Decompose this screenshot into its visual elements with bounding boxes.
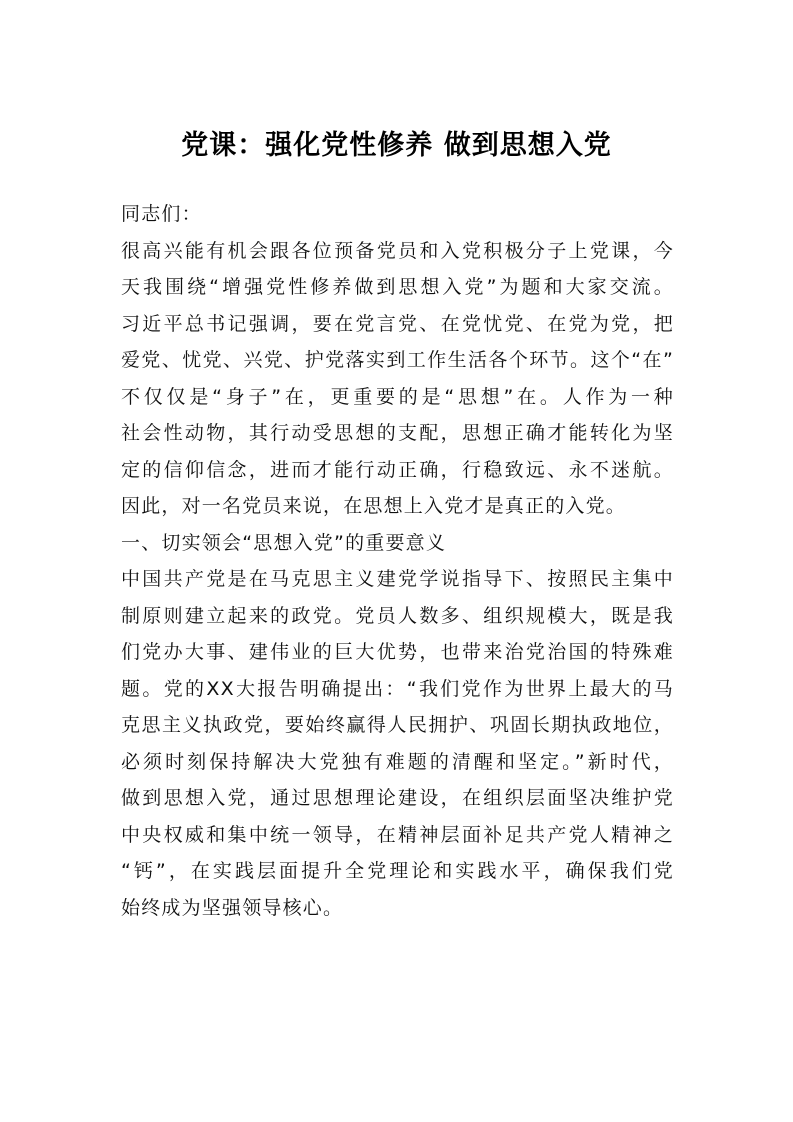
text-line: 中国共产党是在马克思主义建党学说指导下、按照民主集中: [121, 568, 674, 590]
text-line: 定的信仰信念，进而才能行动正确，行稳致远、永不迷航。: [121, 458, 674, 481]
text-line: 社会性动物，其行动受思想的支配，思想正确才能转化为坚: [121, 422, 674, 444]
text-line: 始终成为坚强领导核心。: [121, 896, 344, 919]
text-line: 题。党的XX大报告明确提出：“我们党作为世界上最大的马: [121, 677, 674, 700]
document-title: 党课：强化党性修养 做到思想入党: [181, 130, 612, 161]
text-line: 很高兴能有机会跟各位预备党员和入党积极分子上党课，今: [121, 239, 674, 262]
text-line: 不仅仅是“身子”在，更重要的是“思想”在。人作为一种: [121, 385, 674, 408]
text-line: 们党办大事、建伟业的巨大优势，也带来治党治国的特殊难: [121, 641, 674, 663]
text-line: 克思主义执政党，要始终赢得人民拥护、巩固长期执政地位，: [121, 714, 674, 736]
text-line: 中央权威和集中统一领导，在精神层面补足共产党人精神之: [121, 823, 674, 846]
text-line: 做到思想入党，通过思想理论建设，在组织层面坚决维护党: [121, 787, 674, 809]
section-heading: 一、切实领会“思想入党”的重要意义: [121, 531, 447, 554]
text-line: 天我围绕“增强党性修养做到思想入党”为题和大家交流。: [121, 276, 674, 298]
text-line: 制原则建立起来的政党。党员人数多、组织规模大，既是我: [121, 604, 674, 627]
text-line: 必须时刻保持解决大党独有难题的清醒和坚定。”新时代，: [121, 750, 674, 773]
text-line: 因此，对一名党员来说，在思想上入党才是真正的入党。: [121, 495, 627, 517]
text-line: 爱党、忧党、兴党、护党落实到工作生活各个环节。这个“在”: [121, 349, 674, 371]
text-line: “钙”，在实践层面提升全党理论和实践水平，确保我们党: [121, 860, 674, 882]
text-line: 习近平总书记强调，要在党言党、在党忧党、在党为党，把: [121, 312, 674, 335]
salutation-line: 同志们：: [121, 203, 202, 225]
document-body: [121, 196, 674, 926]
